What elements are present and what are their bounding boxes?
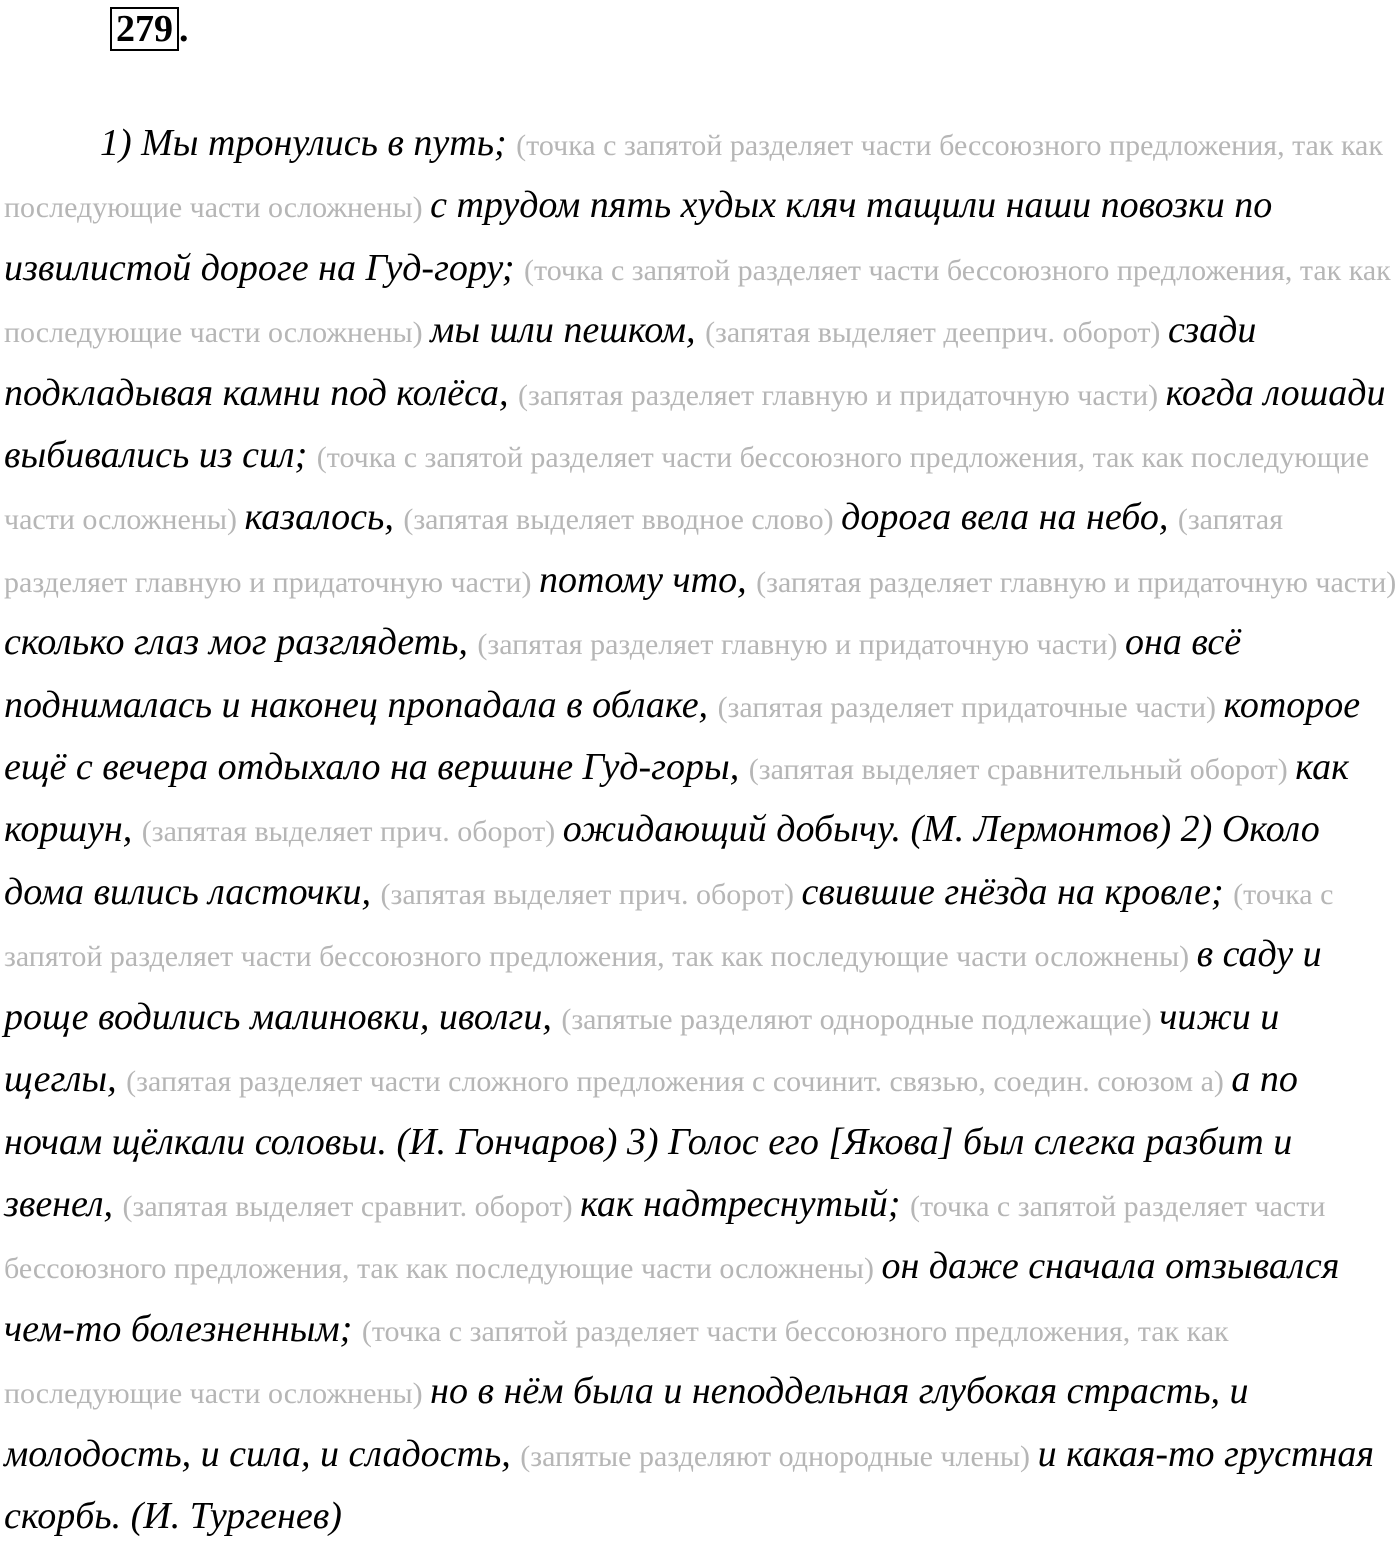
sentence-fragment: ожидающий добычу. (М. Лермонтов) 2) Около дома вились ласточки,: [4, 808, 1320, 913]
punctuation-comment: (точка с запятой разделяет части бессоюзного предложения, так как последующие части осложнены): [4, 1189, 1326, 1286]
exercise-number-suffix: .: [179, 8, 189, 50]
punctuation-comment: (запятая разделяет главную и придаточную части): [477, 628, 1126, 662]
punctuation-comment: (запятые разделяют однородные подлежащие): [561, 1002, 1160, 1036]
punctuation-comment: (точка с запятой разделяет части бессоюзного предложения, так как последующие части осложнены): [4, 441, 1370, 537]
punctuation-comment: (запятая выделяет прич. оборот): [141, 815, 563, 849]
punctuation-comment: (запятая выделяет дееприч. оборот): [705, 316, 1168, 350]
sentence-fragment: в саду и роще водились малиновки, иволги,: [4, 933, 1322, 1038]
sentence-fragment: дорога вела на небо,: [841, 496, 1178, 539]
sentence-fragment: как коршун,: [4, 746, 1349, 851]
punctuation-comment: (запятая разделяет части сложного предложения с сочинит. связью, соедин. союзом а): [126, 1065, 1232, 1099]
punctuation-comment: (запятые разделяют однородные члены): [520, 1439, 1038, 1473]
punctuation-comment: (запятая разделяет главную и придаточную части): [4, 503, 1284, 599]
sentence-fragment: с трудом пять худых кляч тащили наши повозки по извилистой дороге на Гуд-гору;: [4, 184, 1273, 289]
sentence-fragment: потому что,: [538, 558, 757, 601]
punctuation-comment: (точка с запятой разделяет части бессоюзного предложения, так как последующие части осложнены): [4, 129, 1383, 225]
sentence-fragment: но в нём была и неподдельная глубокая страсть, и молодость, и сила, и сладость,: [4, 1370, 1249, 1475]
sentence-fragment: а по ночам щёлкали соловьи. (И. Гончаров) 3) Голос его [Якова] был слегка разбит и звенел,: [4, 1058, 1298, 1225]
punctuation-comment: (точка с запятой разделяет части бессоюзного предложения, так как последующие части осложнены): [4, 1314, 1229, 1411]
punctuation-comment: (точка с запятой разделяет части бессоюзного предложения, так как последующие части осложнены): [4, 877, 1334, 974]
sentence-fragment: он даже сначала отзывался чем-то болезненным;: [4, 1245, 1340, 1350]
sentence-fragment: когда лошади выбивались из сил;: [4, 371, 1386, 477]
sentence-fragment: мы шли пешком,: [430, 309, 706, 352]
punctuation-comment: (запятая выделяет вводное слово): [403, 503, 842, 537]
sentence-fragment: как надтреснутый;: [580, 1182, 910, 1225]
punctuation-comment: (запятая выделяет сравнит. оборот): [122, 1189, 581, 1223]
punctuation-comment: (запятая разделяет главную и придаточную части): [518, 378, 1166, 412]
sentence-fragment: сколько глаз мог разглядеть,: [4, 621, 478, 664]
sentence-fragment: и какая-то грустная скорбь. (И. Тургенев): [4, 1432, 1374, 1537]
punctuation-comment: (запятая разделяет придаточные части): [717, 690, 1224, 724]
exercise-number: [110, 7, 189, 51]
sentence-fragment: она всё поднималась и наконец пропадала в облаке,: [4, 621, 1242, 726]
punctuation-comment: (запятая выделяет прич. оборот): [380, 877, 802, 911]
punctuation-comment: (запятая разделяет главную и придаточную части): [756, 565, 1397, 599]
sentence-fragment: 1) Мы тронулись в путь;: [100, 122, 517, 164]
sentence-fragment: казалось,: [244, 496, 404, 539]
punctuation-comment: (точка с запятой разделяет части бессоюзного предложения, так как последующие части осложнены): [4, 253, 1391, 350]
sentence-fragment: свившие гнёзда на кровле;: [801, 870, 1234, 913]
punctuation-comment: (запятая выделяет сравнительный оборот): [748, 753, 1296, 787]
exercise-text: [4, 116, 1398, 1551]
sentence-fragment: сзади подкладывая камни под колёса,: [4, 309, 1257, 414]
exercise-number-box: 279: [110, 7, 179, 51]
sentence-fragment: которое ещё с вечера отдыхало на вершине Гуд-горы,: [4, 683, 1361, 789]
sentence-fragment: чижи и щеглы,: [4, 995, 1280, 1101]
